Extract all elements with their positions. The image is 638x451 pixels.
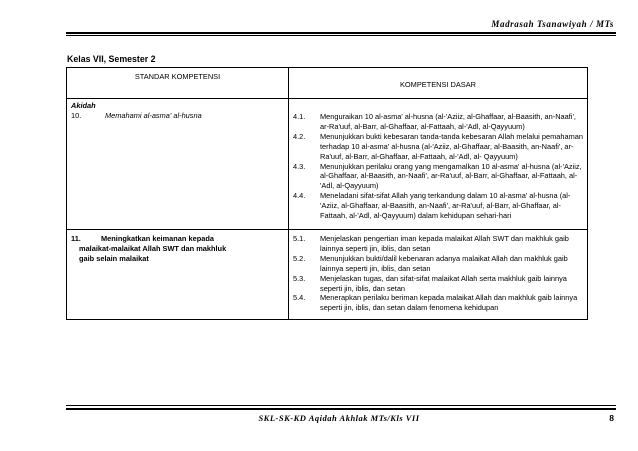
kd-item	[293, 191, 583, 227]
kd-text: Menunjukkan perilaku orang yang mengamalkan 10 al-asma' al-husna (al-'Aziiz, al-Ghaffaar, al-Baasith, an-Naafi', ar-Ra'uuf, al-Barr, al-Ghaffaar, al-Fattaah, al-'Adl, al-Qayyuum)	[320, 161, 582, 191]
sk-text-continued: gaib selain malaikat	[79, 253, 149, 263]
competency-table	[66, 67, 588, 320]
table-row	[67, 229, 588, 319]
running-header: Madrasah Tsanawiyah / MTs	[491, 19, 614, 29]
kd-number: 4.2.	[293, 131, 306, 141]
footer-rule-thin	[66, 405, 616, 406]
kd-item	[293, 293, 583, 313]
sk-cell	[67, 99, 289, 230]
kd-item	[293, 254, 583, 274]
kd-number: 5.1.	[293, 233, 306, 243]
footer-rule-thick	[66, 408, 616, 410]
kd-item	[293, 112, 583, 132]
kd-text: Menunjukkan bukti kebesaran tanda-tanda kebesaran Allah melalui pemahaman terhadap 10 al-asma' al-husna (al-'Aziiz, al-Ghaffaar, al-Baasith, an-Naafi', ar-Ra'uuf, al-Barr, al-Ghaffaar, al-Fattaah, al-'Adl, al- Qayyuum)	[320, 131, 583, 161]
kd-item	[293, 234, 583, 254]
page-number: 8	[609, 413, 614, 423]
kd-cell	[289, 229, 588, 319]
col-header-sk: STANDAR KOMPETENSI	[67, 68, 289, 99]
sk-cell	[67, 229, 289, 319]
kd-text: Menguraikan 10 al-asma' al-husna (al-'Aziiz, al-Ghaffaar, al-Baasith, an-Naafi', ar-Ra'uuf, al-Barr, al-Ghaffaar, al-Fattaah, al-'Adl, al-Qayyuum)	[320, 112, 576, 131]
kd-number: 5.3.	[293, 273, 306, 283]
kd-number: 4.3.	[293, 161, 306, 171]
col-header-kd: KOMPETENSI DASAR	[289, 68, 588, 99]
sk-item	[71, 234, 284, 244]
kd-text: Menjelaskan tugas, dan sifat-sifat malaikat Allah serta makhluk gaib lainnya seperti jin, iblis, dan setan	[320, 273, 567, 293]
kd-cell	[289, 99, 588, 230]
category-label: Akidah	[71, 101, 96, 110]
kd-number: 4.1.	[293, 112, 306, 121]
sk-number: 10.	[71, 110, 82, 120]
table-row	[67, 99, 588, 230]
table-header-row	[67, 68, 588, 99]
kd-number: 5.4.	[293, 293, 306, 303]
header-rule-thick	[66, 32, 616, 34]
kd-number: 5.2.	[293, 253, 306, 263]
kd-item	[293, 274, 583, 294]
sk-number: 11.	[71, 233, 81, 243]
sk-text-continued: malaikat-malaikat Allah SWT dan makhluk	[79, 243, 227, 253]
sk-text: Meningkatkan keimanan kepada	[101, 233, 214, 243]
sk-item	[71, 111, 284, 121]
kd-text: Menjelaskan pengertian iman kepada malaikat Allah SWT dan makhluk gaib lainnya seperti jin, iblis, dan setan	[320, 233, 569, 253]
header-rule-thin	[66, 35, 616, 36]
kd-item	[293, 132, 583, 162]
kd-text: Menunjukkan bukti/dalil kebenaran adanya malaikat Allah dan makhluk gaib lainnya seperti jin, iblis, dan setan	[320, 253, 568, 273]
sk-text: Memahami al-asma' al-husna	[105, 110, 202, 120]
kd-number: 4.4.	[293, 191, 306, 201]
section-title: Kelas VII, Semester 2	[67, 54, 156, 64]
kd-text: Meneladani sifat-sifat Allah yang terkandung dalam 10 al-asma' al-husna (al-'Aziiz, al-Ghaffaar, al-Baasith, an-Naafi', ar-Ra'uuf, al-Barr, al-Ghaffaar, al-Fattaah, al-'Adl, al-Qayyuum) dalam kehidupan sehari-hari	[320, 191, 571, 221]
kd-text: Menerapkan perilaku beriman kepada malaikat Allah dan makhluk gaib lainnya seperti jin, iblis, dan setan dalam fenomena kehidupan	[320, 293, 578, 313]
running-footer: SKL-SK-KD Aqidah Akhlak MTs/Kls VII	[258, 413, 420, 423]
kd-item	[293, 162, 583, 192]
